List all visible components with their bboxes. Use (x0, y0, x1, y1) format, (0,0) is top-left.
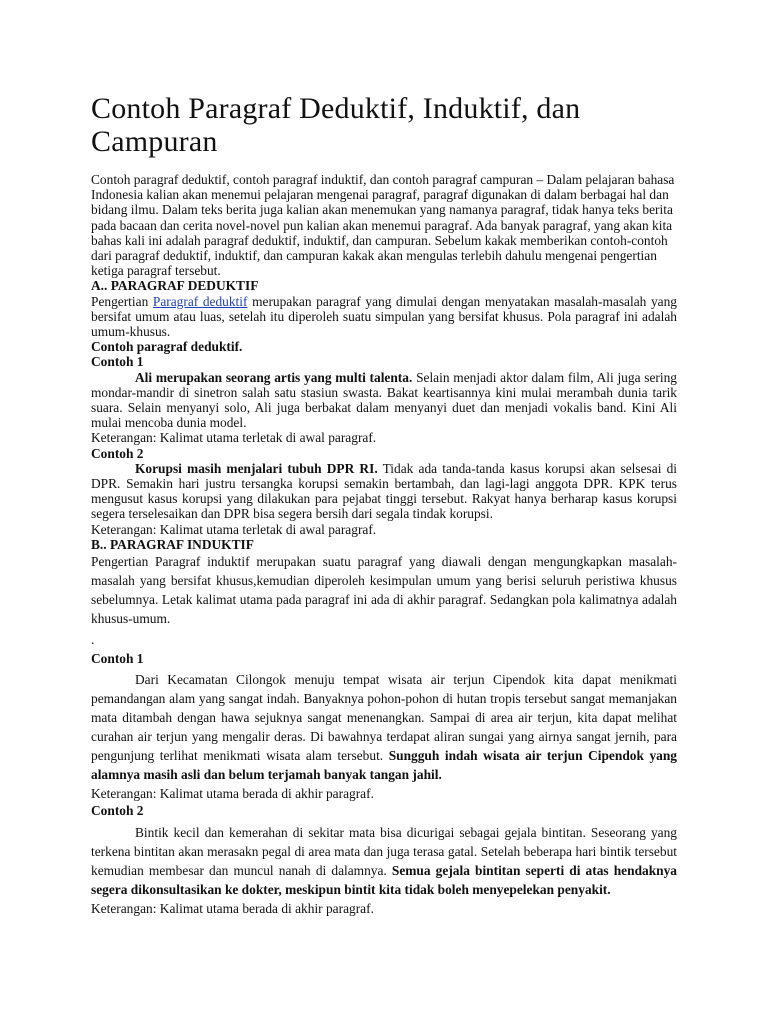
paragraf-deduktif-link[interactable]: Paragraf deduktif (152, 293, 248, 309)
separator-dot: . (91, 632, 95, 648)
deduktif-definition: Pengertian Paragraf deduktif merupakan paragraf yang dimulai dengan menyatakan masalah-masalah yang bersifat umum atau luas, setelah itu diperoleh suatu simpulan yang bersifat khusus. Pola paragraf ini adalah umum-khusus. (91, 293, 677, 340)
induktif-example-2-text: Bintik kecil dan kemerahan di sekitar mata bisa dicurigai sebagai gejala bintitan. Seseorang yang terkena bintitan akan merasakn pegal di area mata dan juga terasa gatal. Setelah beberapa hari bintik tersebut kemudian membesar dan muncul nanah di dalamnya. Semua gejala bintitan seperti di atas hendaknya segera dikonsultasikan ke dokter, meskipun bintit kita tidak boleh menyepelekan penyakit. (91, 824, 677, 897)
induktif-example-1-note: Keterangan: Kalimat utama berada di akhir paragraf. (91, 786, 374, 802)
deduktif-examples-heading: Contoh paragraf deduktif. (91, 339, 243, 355)
deduktif-example-1-text: Ali merupakan seorang artis yang multi talenta. Selain menjadi aktor dalam film, Ali juga sering mondar-mandir di sinetron salah satu stasiun swasta. Bakat keartisannya kini mulai merambah dunia tarik suara. Selain menyanyi solo, Ali juga berbakat dalam menyanyi duet dan menjadi vokalis band. Kini Ali mulai mencoba dunia model. (91, 369, 677, 431)
deduktif-example-1-note: Keterangan: Kalimat utama terletak di awal paragraf. (91, 430, 377, 446)
page-title: Contoh Paragraf Deduktif, Induktif, dan Campuran (91, 92, 581, 158)
deduktif-example-2-note: Keterangan: Kalimat utama terletak di awal paragraf. (91, 521, 377, 537)
induktif-definition: Pengertian Paragraf induktif merupakan suatu paragraf yang diawali dengan mengungkapkan masalah-masalah yang bersifat khusus,kemudian diperoleh kesimpulan umum yang berisi seluruh peristiwa khusus sebelumnya. Letak kalimat utama pada paragraf ini ada di akhir paragraf. Sedangkan pola kalimatnya adalah khusus-umum. (91, 554, 677, 627)
deduktif-example-2-label: Contoh 2 (91, 445, 144, 461)
section-a-heading: A.. PARAGRAF DEDUKTIF (91, 278, 259, 294)
induktif-example-1-text: Dari Kecamatan Cilongok menuju tempat wisata air terjun Cipendok kita dapat menikmati pemandangan alam yang sangat indah. Banyaknya pohon-pohon di hutan tropis tersebut sangat memanjakan mata ditambah dengan hawa sejuknya sangat menenangkan. Sampai di area air terjun, kita dapat melihat curahan air terjun yang mengalir deras. Di bawahnya terdapat aliran sungai yang airnya sangat jernih, para pengunjung terlihat menikmati wisata alam tersebut. Sungguh indah wisata air terjun Cipendok yang alamnya masih asli dan belum terjamah banyak tangan jahil. (91, 672, 677, 783)
induktif-example-2-note: Keterangan: Kalimat utama berada di akhir paragraf. (91, 900, 374, 916)
induktif-example-2-label: Contoh 2 (91, 803, 144, 819)
deduktif-example-1-label: Contoh 1 (91, 354, 144, 370)
deduktif-example-2-text: Korupsi masih menjalari tubuh DPR RI. Tidak ada tanda-tanda kasus korupsi akan selsesai di DPR. Semakin hari justru tersangka korupsi semakin bertambah, dan lagi-lagi anggota DPR. KPK terus mengusut kasus korupsi yang dilakukan para pejabat tinggi tersebut. Rakyat hanya berharap kasus korupsi segera terselesaikan dan DPR bisa segera bersih dari segala tindak korupsi. (91, 460, 677, 522)
section-b-heading: B.. PARAGRAF INDUKTIF (91, 536, 254, 552)
induktif-example-1-label: Contoh 1 (91, 651, 144, 667)
intro-paragraph: Contoh paragraf deduktif, contoh paragraf induktif, dan contoh paragraf campuran – Dalam pelajaran bahasa Indonesia kalian akan menemui pelajaran mengenai paragraf, paragraf digunakan di dalam berbagai hal dan bidang ilmu. Dalam teks berita juga kalian akan menemukan yang namanya paragraf, tidak hanya teks berita pada bacaan dan cerita novel-novel pun kalian akan menemui paragraf. Ada banyak paragraf, yang akan kita bahas kali ini adalah paragraf deduktif, induktif, dan campuran. Sebelum kakak memberikan contoh-contoh dari paragraf deduktif, induktif, dan campuran kakak akan mengulas terlebih dahulu mengenai pengertian ketiga paragraf tersebut. (91, 172, 675, 279)
